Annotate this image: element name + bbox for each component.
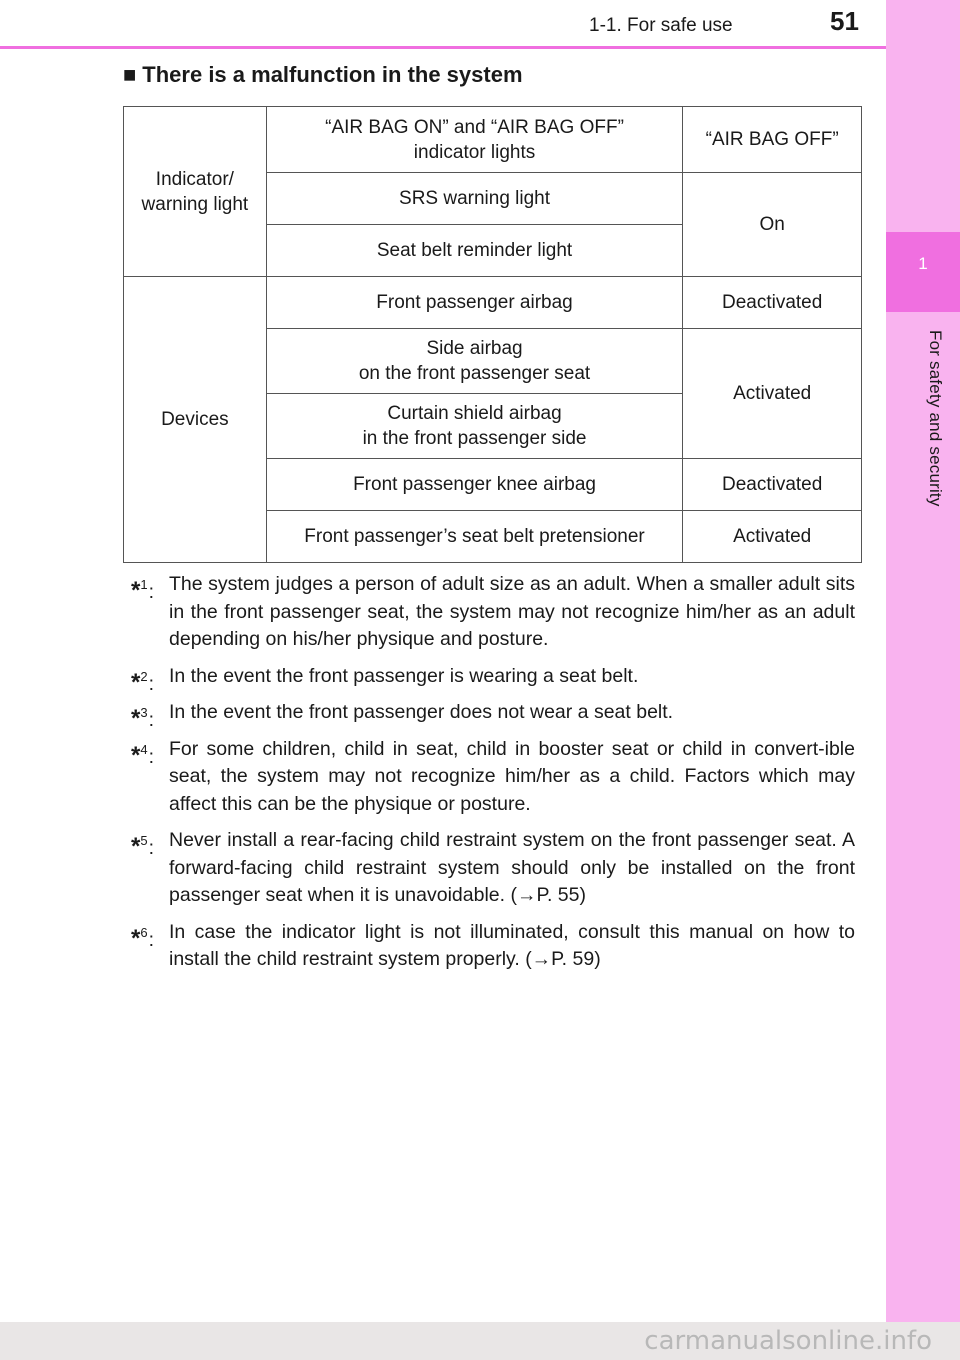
footnote-text: In the event the front passenger is wearing a seat belt. bbox=[169, 664, 639, 687]
footnote-item bbox=[131, 827, 855, 910]
footnotes bbox=[131, 571, 855, 983]
knee-airbag-value: Deactivated bbox=[683, 459, 862, 511]
watermark-bar bbox=[0, 1322, 960, 1360]
section-title: 1-1. For safe use bbox=[589, 15, 733, 36]
footnote-marker: *$^5$: bbox=[131, 833, 154, 860]
footnote-text: Never install a rear-facing child restraint system on the front passenger seat. A forward-facing child restraint system should only be installed on the front passenger seat when it is unavoidable. (→P. 55) bbox=[169, 829, 855, 906]
warning-lights-value: On bbox=[683, 173, 862, 277]
footnote-marker: *$^2$: bbox=[131, 668, 154, 696]
footnote-marker: *$^6$: bbox=[131, 924, 154, 952]
airbag-indicator-value: “AIR BAG OFF” bbox=[683, 107, 862, 173]
footnote-text: The system judges a person of adult size as an adult. When a smaller adult sits in the front passenger seat, the system may not recognize him/her as an adult depending on his/her physique and posture. bbox=[169, 573, 855, 650]
side-airbag-label: Side airbag on the front passenger seat bbox=[266, 329, 683, 394]
footnote-marker: *$^4$: bbox=[131, 741, 154, 769]
chapter-title: For safety and security bbox=[926, 330, 945, 507]
heading-text: There is a malfunction in the system bbox=[142, 62, 523, 87]
footnote-text: In case the indicator light is not illuminated, consult this manual on how to install the child restraint system properly. (→P. 59) bbox=[169, 920, 855, 970]
front-airbag-value: Deactivated bbox=[683, 277, 862, 329]
chapter-number-block bbox=[886, 232, 960, 312]
front-airbag-label: Front passenger airbag bbox=[266, 277, 683, 329]
heading-bullet: ■ bbox=[123, 62, 137, 87]
footnote-marker: *$^3$: bbox=[131, 705, 154, 732]
pretensioner-label: Front passenger’s seat belt pretensioner bbox=[266, 511, 683, 563]
watermark-text: carmanualsonline.info bbox=[644, 1326, 932, 1356]
page-number: 51 bbox=[830, 6, 859, 36]
pretensioner-value: Activated bbox=[683, 511, 862, 563]
footnote-item bbox=[131, 736, 855, 819]
footnote-marker: *$^1$: bbox=[131, 577, 154, 604]
chapter-number: 1 bbox=[918, 254, 928, 273]
footnote-item bbox=[131, 663, 855, 696]
side-curtain-value: Activated bbox=[683, 329, 862, 459]
curtain-airbag-label: Curtain shield airbag in the front passenger side bbox=[266, 394, 683, 459]
chapter-side-tab bbox=[886, 0, 960, 1360]
footnote-text: For some children, child in seat, child in booster seat or child in convert-ible seat, the system may not recognize him/her as a child. Factors which may affect this can be the physique or posture. bbox=[169, 737, 855, 815]
knee-airbag-label: Front passenger knee airbag bbox=[266, 459, 683, 511]
table-row bbox=[124, 277, 862, 329]
footnote-item bbox=[131, 919, 855, 974]
indicator-group-cell: Indicator/ warning light bbox=[124, 107, 267, 277]
table-row bbox=[124, 107, 862, 173]
footnote-text: In the event the front passenger does not wear a seat belt. bbox=[169, 701, 674, 723]
header-divider bbox=[0, 46, 886, 49]
section-heading bbox=[123, 62, 523, 88]
malfunction-status-table bbox=[123, 106, 862, 563]
airbag-indicator-label: “AIR BAG ON” and “AIR BAG OFF” indicator lights bbox=[266, 107, 683, 173]
seatbelt-reminder-label: Seat belt reminder light bbox=[266, 225, 683, 277]
devices-group-cell: Devices bbox=[124, 277, 267, 563]
footnote-item bbox=[131, 571, 855, 654]
srs-warning-label: SRS warning light bbox=[266, 173, 683, 225]
footnote-item bbox=[131, 699, 855, 732]
